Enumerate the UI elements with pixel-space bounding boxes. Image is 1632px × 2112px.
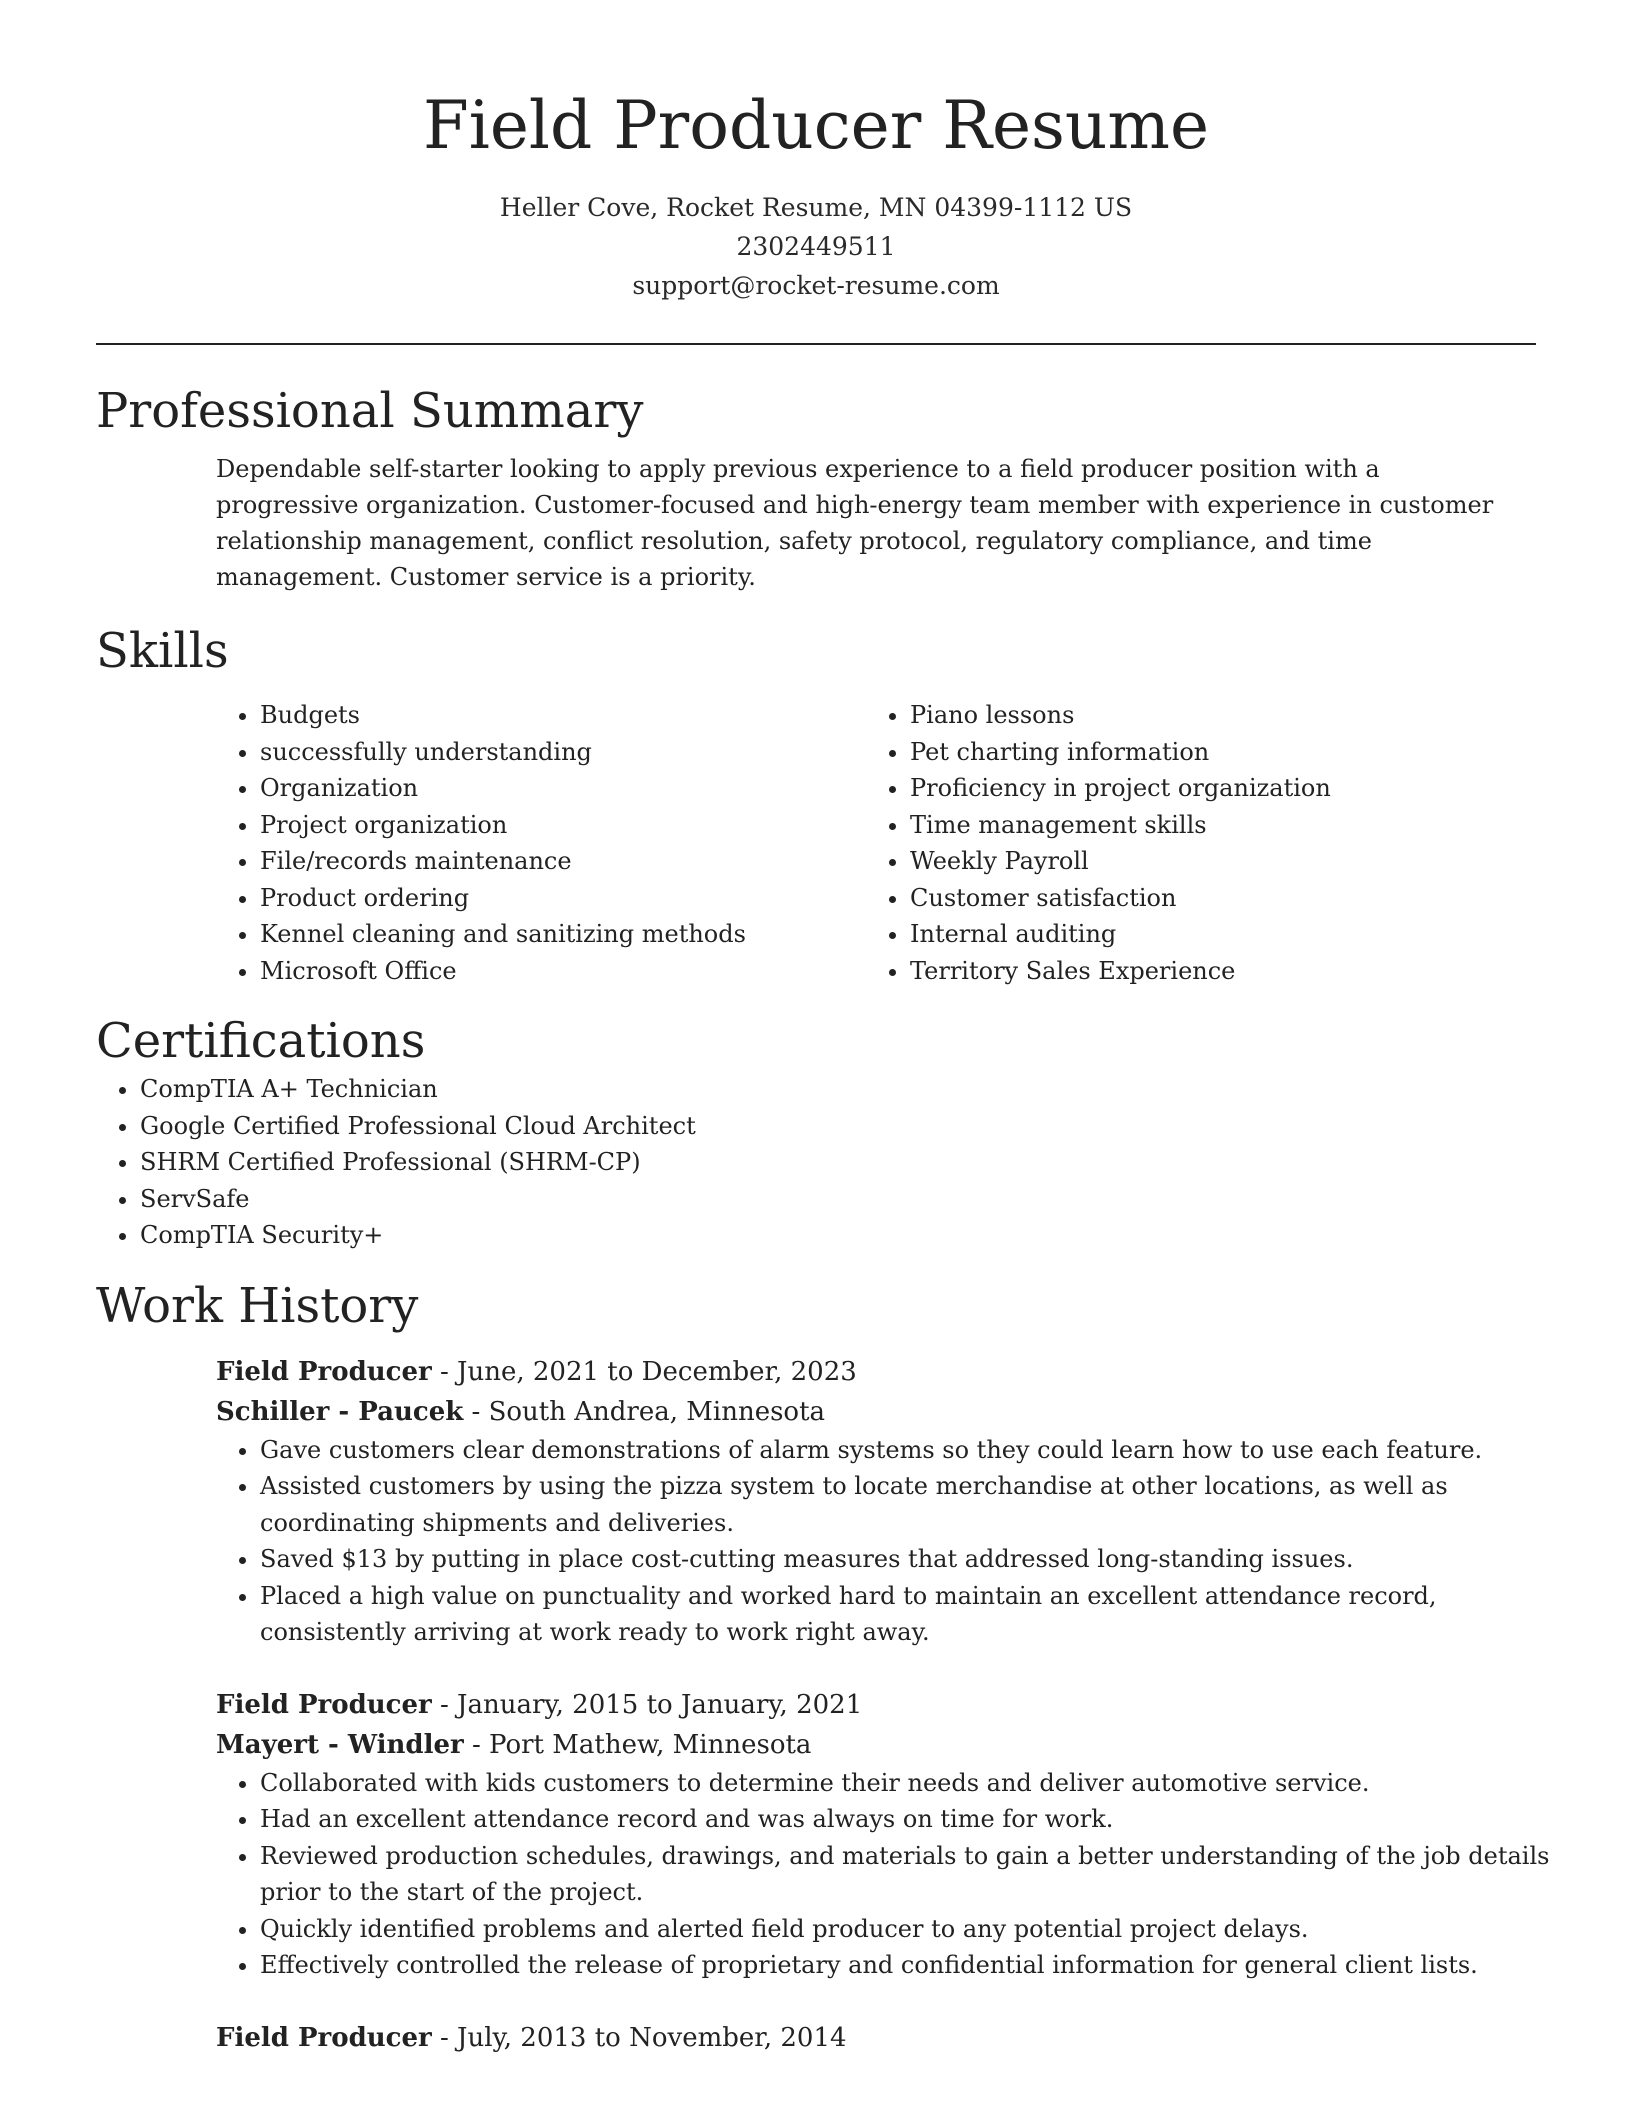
skill-item: • Project organization [260, 807, 866, 844]
job-bullet: • Quickly identified problems and alerted field producer to any potential project delays. [260, 1911, 1580, 1948]
skills-list-right [866, 697, 1516, 989]
skills-heading: Skills [96, 623, 229, 679]
skill-item: • Weekly Payroll [910, 843, 1516, 880]
skill-item: • Proficiency in project organization [910, 770, 1516, 807]
summary-section [96, 381, 1536, 595]
job-dates: - July, 2013 to November, 2014 [431, 2022, 847, 2053]
job-bullet: • Placed a high value on punctuality and worked hard to maintain an excellent attendance record, consistently arriving at work ready to work right away. [260, 1578, 1580, 1651]
job-bullet: • Had an excellent attendance record and was always on time for work. [260, 1801, 1580, 1838]
job-title-line [216, 1685, 1536, 1725]
job-entry [216, 1352, 1536, 1651]
skills-list-left [216, 697, 866, 989]
certifications-list [96, 1071, 1536, 1254]
skill-item: • Internal auditing [910, 916, 1516, 953]
job-bullets [216, 1432, 1580, 1651]
job-bullet: • Effectively controlled the release of proprietary and confidential information for general client lists. [260, 1947, 1580, 1984]
job-location: - Port Mathew, Minnesota [463, 1729, 812, 1760]
certification-item: • CompTIA A+ Technician [140, 1071, 1536, 1108]
job-company-line [216, 1392, 1536, 1432]
resume-header [96, 0, 1536, 305]
skills-section [96, 621, 1536, 989]
skills-grid [216, 697, 1536, 989]
certification-item: • Google Certified Professional Cloud Architect [140, 1108, 1536, 1145]
job-role: Field Producer [216, 1689, 432, 1720]
job-role: Field Producer [216, 2022, 432, 2053]
job-bullet: • Reviewed production schedules, drawings, and materials to gain a better understanding of the job details prior to the start of the project. [260, 1838, 1580, 1911]
work-history-heading: Work History [96, 1277, 419, 1334]
job-company: Schiller - Paucek [216, 1396, 464, 1427]
job-bullet: • Saved $13 by putting in place cost-cutting measures that addressed long-standing issues. [260, 1541, 1580, 1578]
certification-item: • ServSafe [140, 1181, 1536, 1218]
contact-email: support@rocket-resume.com [632, 271, 1000, 300]
job-bullet: • Assisted customers by using the pizza system to locate merchandise at other locations, as well as coordinating shipments and deliveries. [260, 1468, 1580, 1541]
skill-item: • successfully understanding [260, 734, 866, 771]
skill-item: • Territory Sales Experience [910, 953, 1516, 990]
job-bullet: • Collaborated with kids customers to determine their needs and deliver automotive service. [260, 1765, 1580, 1802]
job-entry [216, 1685, 1550, 1984]
contact-address: Heller Cove, Rocket Resume, MN 04399-1112 US [499, 193, 1133, 222]
summary-heading: Professional Summary [96, 383, 644, 439]
job-bullet: • Gave customers clear demonstrations of alarm systems so they could learn how to use each feature. [260, 1432, 1580, 1469]
work-history-section [96, 1276, 1550, 2058]
certification-item: • CompTIA Security+ [140, 1217, 1536, 1254]
job-entry [216, 2018, 1536, 2058]
resume-title: Field Producer Resume [422, 87, 1210, 164]
job-company: Mayert - Windler [216, 1729, 464, 1760]
skill-item: • Piano lessons [910, 697, 1516, 734]
contact-phone: 2302449511 [736, 232, 896, 261]
skill-item: • Organization [260, 770, 866, 807]
job-location: - South Andrea, Minnesota [463, 1396, 826, 1427]
certification-item: • SHRM Certified Professional (SHRM-CP) [140, 1144, 1536, 1181]
skill-item: • Time management skills [910, 807, 1516, 844]
summary-text: Dependable self-starter looking to apply previous experience to a field producer position with a progressive organization. Customer-focused and high-energy team member with experience in customer relationship management, conflict resolution, safety protocol, regulatory compliance, and time management. Customer service is a priority. [216, 455, 1494, 591]
contact-info [96, 188, 1536, 305]
job-dates: - January, 2015 to January, 2021 [431, 1689, 863, 1720]
certifications-heading: Certifications [96, 1013, 426, 1069]
job-company-line [216, 1725, 1536, 1765]
job-title-line [216, 2018, 1536, 2058]
skill-item: • Customer satisfaction [910, 880, 1516, 917]
header-divider [96, 343, 1536, 345]
skill-item: • Pet charting information [910, 734, 1516, 771]
skill-item: • Budgets [260, 697, 866, 734]
job-title-line [216, 1352, 1536, 1392]
job-bullets [216, 1765, 1580, 1984]
job-dates: - June, 2021 to December, 2023 [431, 1356, 857, 1387]
job-role: Field Producer [216, 1356, 432, 1387]
skill-item: • Kennel cleaning and sanitizing methods [260, 916, 866, 953]
skill-item: • Microsoft Office [260, 953, 866, 990]
certifications-section [96, 1011, 1536, 1254]
skill-item: • File/records maintenance [260, 843, 866, 880]
skill-item: • Product ordering [260, 880, 866, 917]
